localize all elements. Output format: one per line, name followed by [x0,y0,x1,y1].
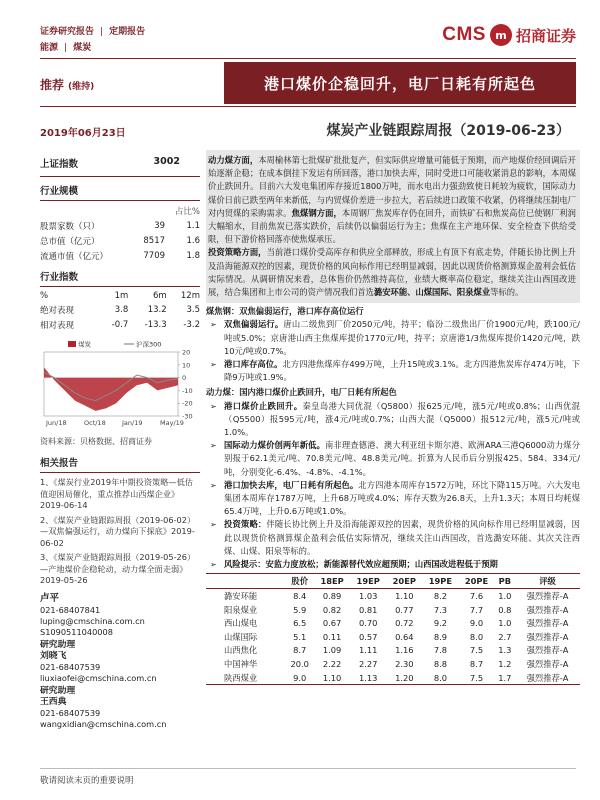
arrow-icon: ➢ [210,320,217,330]
table-cell: 8.4 [293,591,307,602]
y-tick-label: 0 [182,374,187,383]
table-cell: 7.6 [469,591,484,602]
performance-table [40,289,200,332]
summary-thermal-head: 动力煤方面， [208,155,259,165]
list-item[interactable]: 2、《煤炭产业链跟踪周报（2019-06-02）—双焦偏强运行，动力煤向下探底》2019-06-02 [40,514,196,548]
analyst-role: 研究助理 [40,639,76,650]
legend-label-hs300: 沪深300 [136,340,162,349]
table-cell: 7.7 [469,604,484,615]
table-cell: 1.10 [314,671,350,685]
table-cell: 强烈推荐-A [526,591,569,602]
x-tick-label: Jun/18 [46,419,67,427]
rating-note: (维持) [68,82,95,92]
section-title: 动力煤：国内港口煤价止跌回升，电厂日耗有所起色 [206,387,397,398]
table-row: 相对表现 -0.7 -13.3 -3.2 [40,319,200,331]
table-cell: 8.8 [433,659,448,670]
table-cell: 1.0 [498,618,512,629]
y-tick-label: -30 [182,412,193,421]
table-row [206,616,580,630]
table-cell: 7.8 [433,645,448,656]
table-cell: 2.22 [322,659,342,670]
logo-mark-icon: m [490,24,512,46]
table-row: 绝对表现 3.8 13.2 3.5 [40,304,200,316]
table-cell: 0.64 [395,631,414,642]
table-cell: 1.11 [358,645,378,656]
stock-name-cell: 山煤国际 [224,631,258,642]
section-title: 煤焦钢：双焦偏弱运行，港口库存高位运行 [206,306,364,317]
summary-coking-text: 本周钢厂焦炭库存仍在回升，而铁矿石和焦炭高位已使钢厂利润大幅缩水，目前焦炭已落实跌价，后续仍以偏弱运行为主；焦煤在主产地环保、安全检查下供给受限，但下游价格回落亦使焦煤承压。 [208,207,576,245]
left-sidebar [40,150,200,732]
rating-value: 推荐 [40,78,65,92]
arrow-icon: ➢ [210,441,217,451]
bullet-item: ➢ 双焦偏弱运行。唐山二级焦到厂价2050元/吨，持平；临汾二级焦出厂价1900元/吨，跌100元/吨或5.0%；京唐港山西主焦煤库提价1770元/吨，持平；京唐港1/3焦煤库提价1420元/吨，跌10元/吨或0.7%。 [210,319,580,356]
stock-name-cell: 西山煤电 [224,618,258,629]
table-cell: 强烈推荐-A [526,645,569,656]
table-cell: 0.70 [358,618,378,629]
summary-thermal-text: 本周榆林第七批煤矿批批复产，但实际供应增量可能低于预期，而产地煤价经回调后开始逐渐企稳；在成本倒挂下发运有所回落，港口加快去库，同时受进口可能收紧消息的影响，本周煤价止跌回升。目前六大发电集团库存接近1800万吨，而水电出力强劲致使日耗较为疲软，国际动力煤价日前已跌至两年来新低，与内贸煤价差进一步拉大，若后续进口政策不收紧，仍将继续压制电厂对内贸煤的采购需求。 [208,155,576,218]
table-cell: 0.89 [322,591,342,602]
stock-valuation-table [206,573,580,685]
report-date: 2019年06月23日 [40,128,126,139]
table-cell: 1.10 [395,591,414,602]
table-row [206,671,580,685]
table-cell: 1.09 [322,645,342,656]
x-tick-label: May/19 [160,419,184,427]
table-cell: 6.5 [293,618,307,629]
table-cell: 0.11 [322,631,342,642]
summary-picks: 潞安环能、山煤国际、阳泉煤业 [373,287,491,298]
bullet-item: ➢ 港口加快去库，电厂日耗有所起色。北方四港本周库存1572万吨，环比下降115万吨。六大发电集团本周库存1787万吨，上升68万吨或4.0%；库存天数为26.8天，上升1.3天；本周日均耗煤65.4万吨，上升0.6万吨或1.0%。 [210,479,580,517]
table-row [206,644,580,658]
index-chart-svg [40,336,200,432]
table-cell: 0.77 [395,604,414,615]
arrow-icon: ➢ [210,560,217,570]
logo-text-en: CMS [442,24,486,45]
industry-col-header: 占比% [174,206,200,217]
analyst-phone: 021-68407539 [40,707,101,718]
table-cell: 1.13 [350,671,386,685]
table-cell: 8.9 [433,631,448,642]
table-cell: 5.9 [293,604,307,615]
header-tag-report-type: 证券研究报告 | 定期报告 [40,27,146,37]
risk-item: ➢ 风险提示：安监力度放松；新能源替代效应超预期；山西国改进程低于预期 [206,558,580,571]
summary-coking-head: 焦煤钢方面， [291,207,342,218]
table-cell: 1.3 [498,645,512,656]
table-row: 总市值（亿元） 8517 1.6 [40,235,200,247]
industry-scale-title: 行业规模 [40,183,200,201]
legend-label-coal: 煤炭 [78,340,91,349]
index-value: 3002 [153,156,180,167]
stock-name-cell: 阳泉煤业 [224,604,258,615]
section-coking [206,305,580,384]
header-divider [40,58,576,59]
headline-banner: 港口煤价企稳回升，电厂日耗有所起色 [224,62,576,104]
table-cell: 强烈推荐-A [526,604,569,615]
analyst-contacts [40,593,200,730]
chart-source: 资料来源：贝格数据、招商证券 [40,437,152,446]
table-cell: 8.7 [293,645,307,656]
table-cell: 0.67 [322,618,342,629]
index-chart [40,336,200,432]
header-tag-report: 证券研究报告 [40,27,95,37]
table-cell: 强烈推荐-A [515,671,580,685]
analyst-name: 卢平 [40,592,60,604]
cms-logo [442,24,576,46]
table-row: 流通市值（亿元） 7709 1.8 [40,250,200,262]
analyst-block [40,593,200,638]
summary-box [206,150,580,303]
summary-strategy-text: 当前港口煤价受高库存和供应全部释放，形成上有顶下有底走势，伴随长协比例上升及沿海能源双控的因素，现货价格的风向标作用已经明显减弱，因此以现货价格测算煤企盈利会低估实际情况。从调研情况来看，总体售价仍然维持高位，业绩大概率高位稳定，继续关注山西国改进展，结合集团和上市公司的资产情况我们首选 [208,247,576,298]
y-tick-label: 20 [182,348,191,357]
analyst-role: 研究助理 [40,685,76,696]
analyst-email[interactable]: liuxiaofei@cmschina.com.cn [40,672,157,683]
table-cell: 2.30 [395,659,414,670]
legend-swatch-coal [68,341,76,347]
table-cell: 2.7 [498,631,512,642]
table-cell: 0.81 [358,604,378,615]
header-tag-sector: 能源 | 煤炭 [40,43,92,53]
analyst-license: S1090511040008 [40,626,113,637]
table-cell: 8.0 [469,631,484,642]
logo-text-cn: 招商证券 [515,26,576,45]
index-label: 上证指数 [40,159,79,170]
table-cell: 20.0 [290,659,309,670]
y-tick-label: -20 [182,399,193,408]
stock-name-cell: 中国神华 [224,659,258,670]
bullet-item: ➢ 国际动力煤价创两年新低。南非理查德港、澳大利亚纽卡斯尔港、欧洲ARA三港Q6000动力煤分别报于62.1美元/吨、70.8美元/吨、48.8美元/吨。折算为人民币后分别报425、584、334元/吨，分别变化-6.4%、-4.8%、-4.1%。 [210,440,580,477]
list-item[interactable]: 3、《煤炭产业链跟踪周报（2019-05-26）—产地煤价企稳轮动，动力煤全面走弱》2019-05-26 [40,552,196,585]
analyst-email[interactable]: luping@cmschina.com.cn [40,615,145,626]
x-tick-label: Oct/18 [84,419,106,427]
table-cell: 1.7 [495,671,515,685]
table-cell: 1.2 [498,659,512,670]
footer-divider [40,768,576,769]
table-cell: 0.8 [498,604,512,615]
banner-divider [40,106,576,107]
industry-scale-table [40,203,200,263]
table-cell: 7.5 [458,671,494,685]
analyst-block [40,686,200,730]
analyst-email[interactable]: wangxidian@cmschina.com.cn [40,718,167,729]
table-cell: 7.5 [469,645,484,656]
analyst-phone: 021-68407539 [40,661,101,672]
header-tag-periodic: 定期报告 [109,27,146,37]
table-row [206,657,580,671]
table-cell: 9.2 [433,618,448,629]
y-tick-label: 10 [182,361,191,370]
header-tag-energy: 能源 [40,43,59,53]
table-cell: 强烈推荐-A [526,618,569,629]
analyst-block [40,640,200,684]
table-header: % 1m 6m 12m [40,290,200,301]
table-cell: 8.7 [469,659,484,670]
table-cell: 9.0 [285,671,314,685]
analyst-name: 刘晓飞 [40,650,67,661]
table-header: 股价 18EP 19EP 20EP 19PE 20PE PB 评级 [206,574,580,589]
stock-name-cell: 山西焦化 [224,645,258,656]
series-coal-area [44,367,178,411]
y-tick-label: -10 [182,386,193,395]
main-content [206,150,580,685]
section-thermal [206,386,580,571]
table-row: 股票家数（只） 39 1.1 [40,220,200,232]
related-reports-list [40,477,200,587]
table-cell: 1.16 [395,645,414,656]
table-cell: 5.1 [293,631,307,642]
table-row [206,630,580,644]
stock-name-cell: 潞安环能 [224,591,258,602]
arrow-icon: ➢ [210,520,217,530]
table-row [206,589,580,603]
table-cell: 7.3 [433,604,448,615]
rating-label [40,76,94,93]
bullet-item: ➢ 港口煤价止跌回升。秦皇岛港大同优混（Q5800）报625元/吨，涨5元/吨或0.8%；山西优混（Q5500）报595元/吨，涨4元/吨或0.7%；山西大混（Q5000）报512元/吨，涨5元/吨或1.0%。 [210,400,580,438]
table-cell: 1.20 [386,671,422,685]
table-cell: 8.0 [422,671,458,685]
table-cell: 0.72 [395,618,414,629]
related-reports-title: 相关报告 [40,455,200,473]
table-cell: 1.0 [498,591,512,602]
analyst-phone: 021-68407841 [40,604,101,615]
table-cell: 8.2 [433,591,448,602]
analyst-name: 王西典 [40,696,67,707]
table-cell: 2.27 [358,659,378,670]
table-cell: 1.03 [358,591,378,602]
arrow-icon: ➢ [210,401,217,411]
summary-strategy-end: 等标的。 [490,287,524,298]
stock-name-cell: 陕西煤业 [206,671,285,685]
bullet-item: ➢ 投资策略：伴随长协比例上升及沿海能源双控的因素，现货价格的风向标作用已经明显减弱，因此以现货价格测算煤企盈利会低估实际情况，继续关注山西国改，首选潞安环能、其次关注西煤、山煤、阳泉等标的。 [210,519,580,556]
table-cell: 0.82 [322,604,342,615]
bullet-item: ➢ 港口库存高位。北方四港焦煤库存499万吨，上升15吨或3.1%。北方四港焦炭库存474万吨，下降9万吨或1.9%。 [210,359,580,383]
report-title: 煤炭产业链跟踪周报（2019-06-23） [326,123,570,139]
table-cell: 强烈推荐-A [526,631,569,642]
header-tag-coal: 煤炭 [73,43,92,53]
arrow-icon: ➢ [210,480,217,490]
table-cell: 0.57 [358,631,378,642]
index-row [40,150,200,177]
footer-note: 敬请阅读末页的重要说明 [40,776,134,786]
table-cell: 强烈推荐-A [526,659,569,670]
table-cell: 9.0 [469,618,484,629]
x-tick-label: Jan/19 [122,419,143,427]
arrow-icon: ➢ [210,360,217,370]
summary-strategy-head: 投资策略方面， [208,247,267,258]
list-item[interactable]: 1、《煤炭行业2019年中期投资策略—低估值迎困局催化，重点推荐山西煤企业》2019-06-14 [40,477,193,510]
table-row [206,603,580,617]
industry-index-title: 行业指数 [40,269,200,287]
